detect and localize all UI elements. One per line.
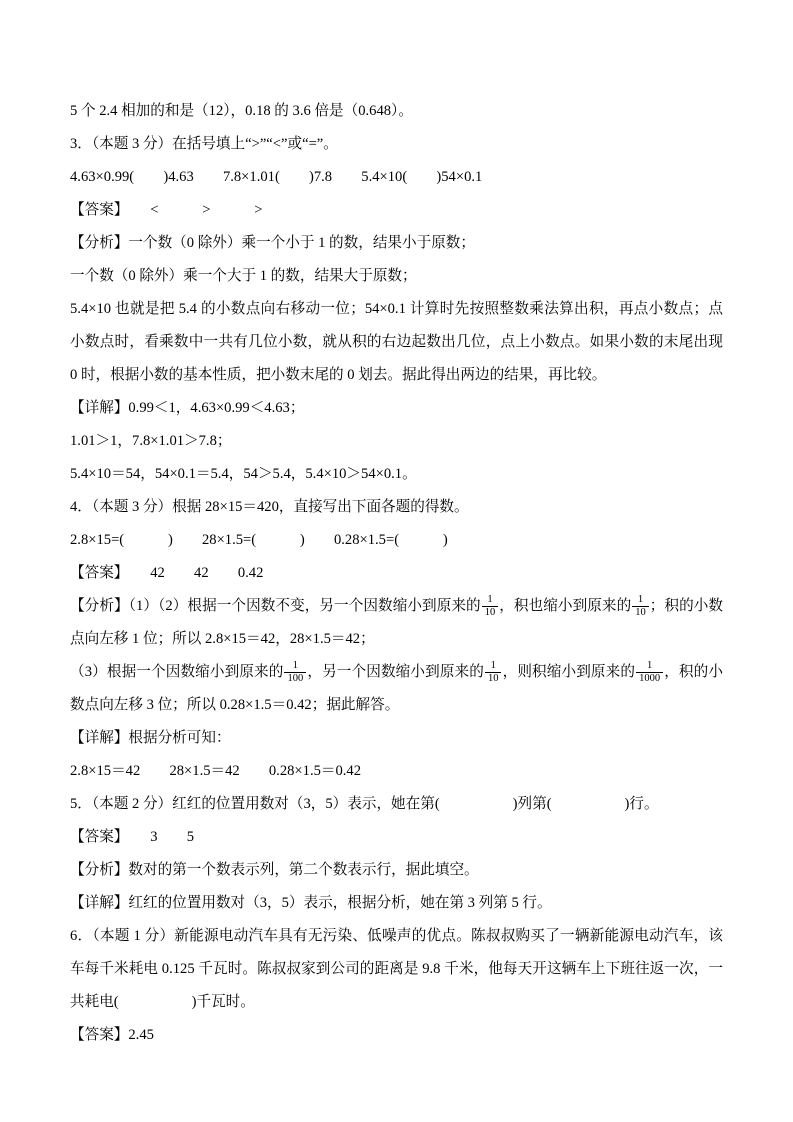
q3-detail-line2 xyxy=(70,425,723,458)
text-run: 【分析】数对的第一个数表示列，第二个数表示行，据此填空。 xyxy=(70,862,479,878)
text-run: 【分析】一个数（0 除外）乘一个小于 1 的数，结果小于原数； xyxy=(70,235,475,251)
fraction-numerator: 1 xyxy=(487,594,493,606)
text-run: 【分析】（1）（2）根据一个因数不变，另一个因数缩小到原来的 xyxy=(70,598,481,614)
text-run: 【详解】红红的位置用数对（3，5）表示，根据分析，她在第 3 列第 5 行。 xyxy=(70,895,552,911)
fraction-numerator: 1 xyxy=(292,660,298,672)
q4-analysis-part1 xyxy=(70,590,723,656)
text-run: 4.63×0.99( )4.63 7.8×1.01( )7.8 5.4×10( )54×0.1 xyxy=(70,169,483,185)
text-run: ，另一个因数缩小到原来的 xyxy=(307,664,484,680)
fraction xyxy=(284,660,306,685)
q3-analysis-line2 xyxy=(70,260,723,293)
text-run: ，积也缩小到原来的 xyxy=(499,598,632,614)
q4-detail-line1 xyxy=(70,722,723,755)
fraction-numerator: 1 xyxy=(646,660,653,672)
q3-header xyxy=(70,128,723,161)
text-run: （3）根据一个因数缩小到原来的 xyxy=(70,664,284,680)
q4-analysis-part2 xyxy=(70,656,723,722)
q6-header xyxy=(70,920,723,1019)
fraction-denominator: 100 xyxy=(284,672,306,685)
text-run: ，则积缩小到原来的 xyxy=(502,664,636,680)
q3-analysis-line1 xyxy=(70,227,723,260)
text-run: 6．（本题 1 分）新能源电动汽车具有无污染、低噪声的优点。陈叔叔购买了一辆新能源电动汽车，该车每千米耗电 0.125 千瓦时。陈叔叔家到公司的距离是 9.8 千米，他每天开这辆车上下班往返一次，一共耗电( )千瓦时。 xyxy=(70,928,723,1010)
text-run: ，积的小数点向左移 3 位；所以 0.28×1.5＝0.42；据此解答。 xyxy=(70,664,723,713)
fraction-denominator: 10 xyxy=(482,606,499,619)
q5-analysis xyxy=(70,854,723,887)
text-run: 【答案】2.45 xyxy=(70,1027,154,1043)
text-run: 【答案】 < > > xyxy=(70,202,263,218)
q4-detail-line2 xyxy=(70,755,723,788)
fraction xyxy=(632,594,649,619)
q4-header xyxy=(70,491,723,524)
text-run: 【答案】 3 5 xyxy=(70,829,195,845)
text-run: 一个数（0 除外）乘一个大于 1 的数，结果大于原数； xyxy=(70,268,417,284)
text-run: 4．（本题 3 分）根据 28×15＝420，直接写出下面各题的得数。 xyxy=(70,499,469,515)
fraction-denominator: 1000 xyxy=(636,672,663,685)
fraction-denominator: 10 xyxy=(485,672,502,685)
text-run: 5.4×10＝54，54×0.1＝5.4，54＞5.4，5.4×10＞54×0.1。 xyxy=(70,466,417,482)
q3-detail-line1 xyxy=(70,392,723,425)
fraction-numerator: 1 xyxy=(637,594,644,606)
q3-detail-line3 xyxy=(70,458,723,491)
text-run: 3．（本题 3 分）在括号填上“>”“<”或“=”。 xyxy=(70,136,338,152)
text-run: 2.8×15＝42 28×1.5＝42 0.28×1.5＝0.42 xyxy=(70,763,362,779)
text-run: 【详解】0.99＜1，4.63×0.99＜4.63； xyxy=(70,400,305,416)
text-run: 5 个 2.4 相加的和是（12），0.18 的 3.6 倍是（0.648）。 xyxy=(70,103,413,119)
q3-answer xyxy=(70,194,723,227)
fraction-denominator: 10 xyxy=(632,606,649,619)
text-run: 2.8×15=( ) 28×1.5=( ) 0.28×1.5=( ) xyxy=(70,532,448,548)
q2-fill-in-line xyxy=(70,95,723,128)
q5-answer xyxy=(70,821,723,854)
text-run: ；积的小数点向左移 1 位；所以 2.8×15＝42，28×1.5＝42； xyxy=(70,598,723,647)
q3-expressions xyxy=(70,161,723,194)
q4-expressions xyxy=(70,524,723,557)
text-run: 1.01＞1，7.8×1.01＞7.8； xyxy=(70,433,232,449)
text-run: 【详解】根据分析可知： xyxy=(70,730,231,746)
q4-answer xyxy=(70,557,723,590)
q5-detail xyxy=(70,887,723,920)
fraction xyxy=(485,660,502,685)
q3-analysis-line3 xyxy=(70,293,723,392)
q5-header xyxy=(70,788,723,821)
fraction-numerator: 1 xyxy=(490,660,496,672)
text-run: 【答案】 42 42 0.42 xyxy=(70,565,264,581)
text-run: 5．（本题 2 分）红红的位置用数对（3，5）表示，她在第( )列第( )行。 xyxy=(70,796,659,812)
text-run: 5.4×10 也就是把 5.4 的小数点向右移动一位；54×0.1 计算时先按照整数乘法算出积，再点小数点；点小数点时，看乘数中一共有几位小数，就从积的右边起数出几位，点上小数点。如果小数的末尾出现 0 时，根据小数的基本性质，把小数末尾的 0 划去。据此得出两边的结果，再比较。 xyxy=(70,301,723,383)
fraction xyxy=(482,594,499,619)
fraction xyxy=(636,660,663,685)
q6-answer xyxy=(70,1019,723,1052)
